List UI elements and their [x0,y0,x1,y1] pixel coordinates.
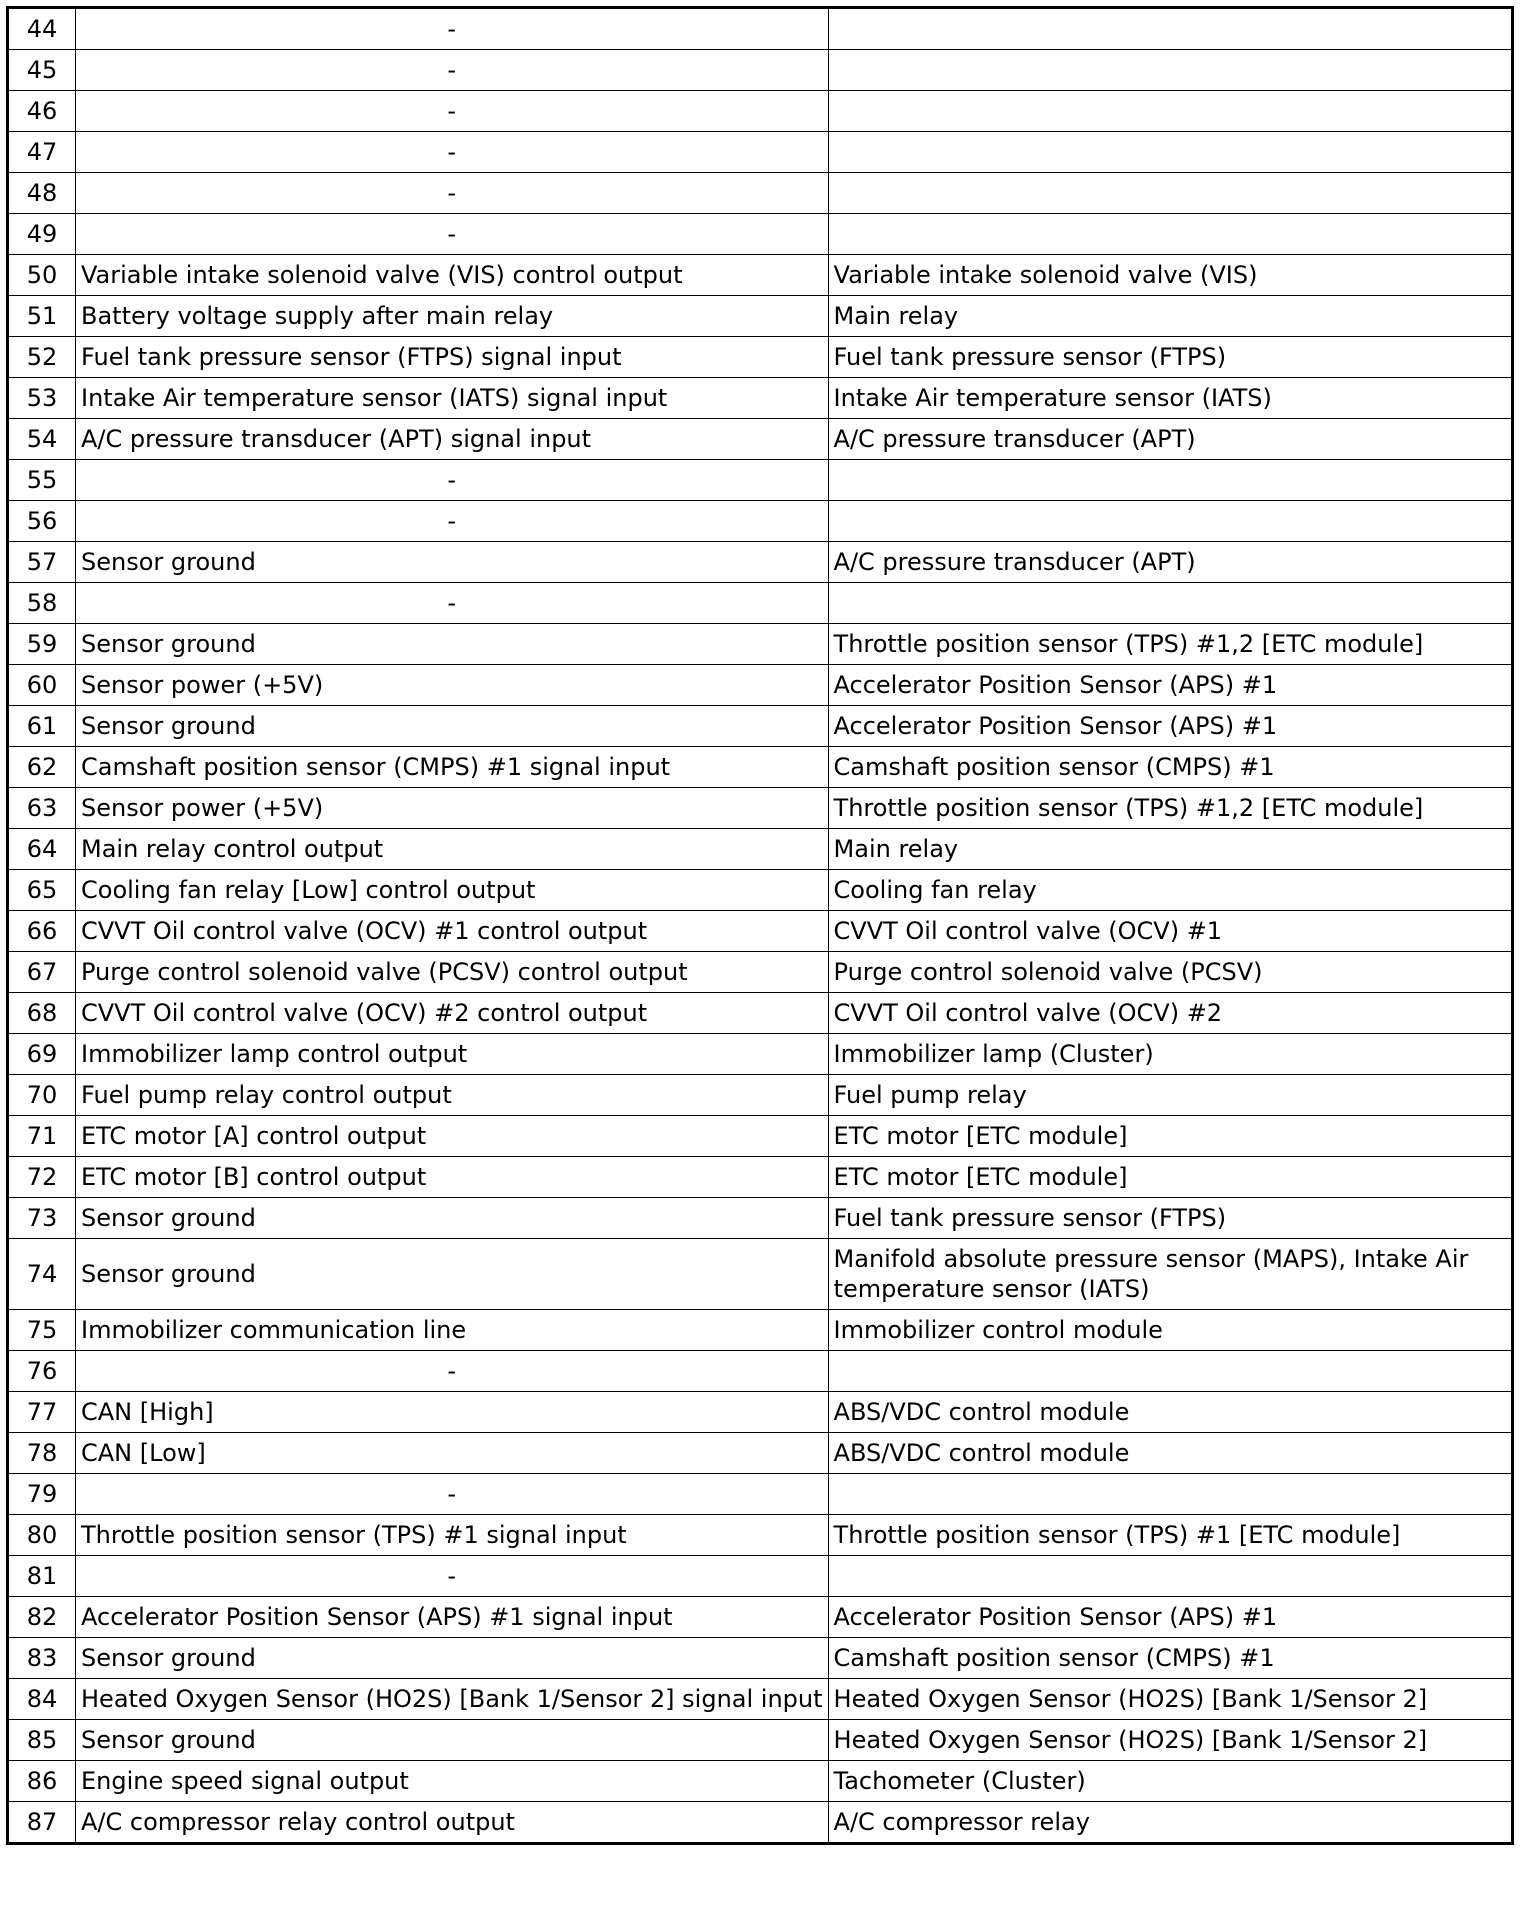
table-row [8,788,1513,829]
connected-to-cell [828,8,1512,50]
pin-number-cell: 51 [8,296,76,337]
description-cell: Engine speed signal output [76,1761,829,1802]
description-cell: - [76,8,829,50]
pin-number-cell: 82 [8,1597,76,1638]
description-cell: - [76,501,829,542]
pin-number-cell: 71 [8,1116,76,1157]
connected-to-cell: Variable intake solenoid valve (VIS) [828,255,1512,296]
table-row [8,337,1513,378]
description-cell: Battery voltage supply after main relay [76,296,829,337]
description-cell: Sensor power (+5V) [76,665,829,706]
pin-number-cell: 66 [8,911,76,952]
connected-to-cell: ETC motor [ETC module] [828,1157,1512,1198]
description-cell: A/C compressor relay control output [76,1802,829,1844]
pin-number-cell: 49 [8,214,76,255]
connected-to-cell: Camshaft position sensor (CMPS) #1 [828,747,1512,788]
connected-to-cell: A/C compressor relay [828,1802,1512,1844]
table-row [8,91,1513,132]
pin-number-cell: 60 [8,665,76,706]
connected-to-cell: Fuel tank pressure sensor (FTPS) [828,1198,1512,1239]
table-row [8,1157,1513,1198]
table-row [8,419,1513,460]
description-cell: CVVT Oil control valve (OCV) #2 control output [76,993,829,1034]
connected-to-cell [828,91,1512,132]
table-row [8,706,1513,747]
connected-to-cell: Tachometer (Cluster) [828,1761,1512,1802]
description-cell: Main relay control output [76,829,829,870]
description-cell: Fuel tank pressure sensor (FTPS) signal input [76,337,829,378]
connected-to-cell: Immobilizer lamp (Cluster) [828,1034,1512,1075]
table-row [8,829,1513,870]
description-cell: CAN [High] [76,1392,829,1433]
description-cell: Cooling fan relay [Low] control output [76,870,829,911]
description-cell: Accelerator Position Sensor (APS) #1 signal input [76,1597,829,1638]
connected-to-cell: Throttle position sensor (TPS) #1 [ETC module] [828,1515,1512,1556]
pin-table-body [8,8,1513,1844]
table-row [8,624,1513,665]
connected-to-cell [828,1556,1512,1597]
table-row [8,583,1513,624]
description-cell: Sensor ground [76,624,829,665]
connected-to-cell [828,583,1512,624]
description-cell: Sensor ground [76,1720,829,1761]
connected-to-cell [828,132,1512,173]
table-row [8,501,1513,542]
connected-to-cell: ETC motor [ETC module] [828,1116,1512,1157]
connected-to-cell: Camshaft position sensor (CMPS) #1 [828,1638,1512,1679]
description-cell: A/C pressure transducer (APT) signal input [76,419,829,460]
pin-number-cell: 64 [8,829,76,870]
connected-to-cell [828,1474,1512,1515]
connected-to-cell: Cooling fan relay [828,870,1512,911]
description-cell: ETC motor [A] control output [76,1116,829,1157]
pin-number-cell: 80 [8,1515,76,1556]
pin-number-cell: 75 [8,1310,76,1351]
table-row [8,747,1513,788]
pin-number-cell: 83 [8,1638,76,1679]
description-cell: - [76,173,829,214]
description-cell: - [76,214,829,255]
description-cell: Intake Air temperature sensor (IATS) signal input [76,378,829,419]
connected-to-cell: ABS/VDC control module [828,1392,1512,1433]
pin-number-cell: 54 [8,419,76,460]
description-cell: - [76,1556,829,1597]
pin-number-cell: 59 [8,624,76,665]
table-row [8,460,1513,501]
connected-to-cell: Fuel tank pressure sensor (FTPS) [828,337,1512,378]
pin-number-cell: 69 [8,1034,76,1075]
pin-number-cell: 53 [8,378,76,419]
table-row [8,911,1513,952]
pin-number-cell: 65 [8,870,76,911]
table-row [8,1198,1513,1239]
connected-to-cell: A/C pressure transducer (APT) [828,542,1512,583]
connected-to-cell: Heated Oxygen Sensor (HO2S) [Bank 1/Sensor 2] [828,1720,1512,1761]
description-cell: ETC motor [B] control output [76,1157,829,1198]
description-cell: Sensor ground [76,1239,829,1310]
description-cell: - [76,1351,829,1392]
pin-number-cell: 85 [8,1720,76,1761]
table-row [8,542,1513,583]
table-row [8,1239,1513,1310]
table-row [8,296,1513,337]
table-row [8,1802,1513,1844]
table-row [8,1515,1513,1556]
table-row [8,1034,1513,1075]
connected-to-cell: Manifold absolute pressure sensor (MAPS), Intake Air temperature sensor (IATS) [828,1239,1512,1310]
table-row [8,1075,1513,1116]
table-row [8,1474,1513,1515]
table-row [8,952,1513,993]
description-cell: Sensor ground [76,1198,829,1239]
connected-to-cell: Fuel pump relay [828,1075,1512,1116]
description-cell: - [76,91,829,132]
connected-to-cell: Purge control solenoid valve (PCSV) [828,952,1512,993]
table-row [8,255,1513,296]
pin-number-cell: 67 [8,952,76,993]
pin-number-cell: 84 [8,1679,76,1720]
table-row [8,1720,1513,1761]
connected-to-cell [828,50,1512,91]
pin-number-cell: 47 [8,132,76,173]
description-cell: Immobilizer lamp control output [76,1034,829,1075]
connected-to-cell: ABS/VDC control module [828,1433,1512,1474]
pin-number-cell: 56 [8,501,76,542]
description-cell: Immobilizer communication line [76,1310,829,1351]
pin-number-cell: 73 [8,1198,76,1239]
pin-number-cell: 45 [8,50,76,91]
description-cell: Sensor ground [76,706,829,747]
connected-to-cell: CVVT Oil control valve (OCV) #2 [828,993,1512,1034]
connected-to-cell: Accelerator Position Sensor (APS) #1 [828,1597,1512,1638]
connected-to-cell [828,460,1512,501]
pin-number-cell: 48 [8,173,76,214]
pin-number-cell: 50 [8,255,76,296]
pin-number-cell: 57 [8,542,76,583]
connected-to-cell: Intake Air temperature sensor (IATS) [828,378,1512,419]
connected-to-cell [828,214,1512,255]
pin-number-cell: 72 [8,1157,76,1198]
pin-number-cell: 81 [8,1556,76,1597]
table-row [8,1392,1513,1433]
description-cell: Sensor ground [76,1638,829,1679]
table-row [8,993,1513,1034]
pin-number-cell: 44 [8,8,76,50]
description-cell: - [76,1474,829,1515]
table-row [8,1679,1513,1720]
connected-to-cell: Throttle position sensor (TPS) #1,2 [ETC module] [828,624,1512,665]
connected-to-cell [828,501,1512,542]
table-row [8,173,1513,214]
description-cell: Sensor ground [76,542,829,583]
description-cell: - [76,583,829,624]
table-row [8,1310,1513,1351]
description-cell: CVVT Oil control valve (OCV) #1 control output [76,911,829,952]
description-cell: Purge control solenoid valve (PCSV) control output [76,952,829,993]
connected-to-cell: Immobilizer control module [828,1310,1512,1351]
description-cell: Camshaft position sensor (CMPS) #1 signal input [76,747,829,788]
table-row [8,132,1513,173]
connected-to-cell: A/C pressure transducer (APT) [828,419,1512,460]
description-cell: - [76,50,829,91]
table-row [8,665,1513,706]
pin-number-cell: 70 [8,1075,76,1116]
table-row [8,1761,1513,1802]
description-cell: - [76,460,829,501]
pin-table [6,6,1514,1845]
table-row [8,50,1513,91]
connected-to-cell: Accelerator Position Sensor (APS) #1 [828,706,1512,747]
pin-number-cell: 76 [8,1351,76,1392]
pin-number-cell: 77 [8,1392,76,1433]
pin-number-cell: 52 [8,337,76,378]
description-cell: Sensor power (+5V) [76,788,829,829]
table-row [8,214,1513,255]
description-cell: - [76,132,829,173]
table-row [8,1638,1513,1679]
pin-number-cell: 58 [8,583,76,624]
connected-to-cell: Main relay [828,296,1512,337]
description-cell: Throttle position sensor (TPS) #1 signal input [76,1515,829,1556]
pin-number-cell: 87 [8,1802,76,1844]
connected-to-cell [828,1351,1512,1392]
connected-to-cell [828,173,1512,214]
pin-number-cell: 61 [8,706,76,747]
description-cell: Heated Oxygen Sensor (HO2S) [Bank 1/Sensor 2] signal input [76,1679,829,1720]
table-row [8,8,1513,50]
connected-to-cell: Throttle position sensor (TPS) #1,2 [ETC module] [828,788,1512,829]
pin-number-cell: 62 [8,747,76,788]
pin-number-cell: 55 [8,460,76,501]
connected-to-cell: Accelerator Position Sensor (APS) #1 [828,665,1512,706]
pin-number-cell: 86 [8,1761,76,1802]
pin-number-cell: 79 [8,1474,76,1515]
pin-number-cell: 74 [8,1239,76,1310]
table-row [8,1116,1513,1157]
connected-to-cell: Main relay [828,829,1512,870]
table-row [8,870,1513,911]
table-row [8,1597,1513,1638]
description-cell: CAN [Low] [76,1433,829,1474]
table-row [8,1351,1513,1392]
table-row [8,1556,1513,1597]
description-cell: Variable intake solenoid valve (VIS) control output [76,255,829,296]
pin-number-cell: 68 [8,993,76,1034]
pin-number-cell: 78 [8,1433,76,1474]
connected-to-cell: Heated Oxygen Sensor (HO2S) [Bank 1/Sensor 2] [828,1679,1512,1720]
pin-number-cell: 63 [8,788,76,829]
description-cell: Fuel pump relay control output [76,1075,829,1116]
pin-number-cell: 46 [8,91,76,132]
table-row [8,1433,1513,1474]
table-row [8,378,1513,419]
connected-to-cell: CVVT Oil control valve (OCV) #1 [828,911,1512,952]
